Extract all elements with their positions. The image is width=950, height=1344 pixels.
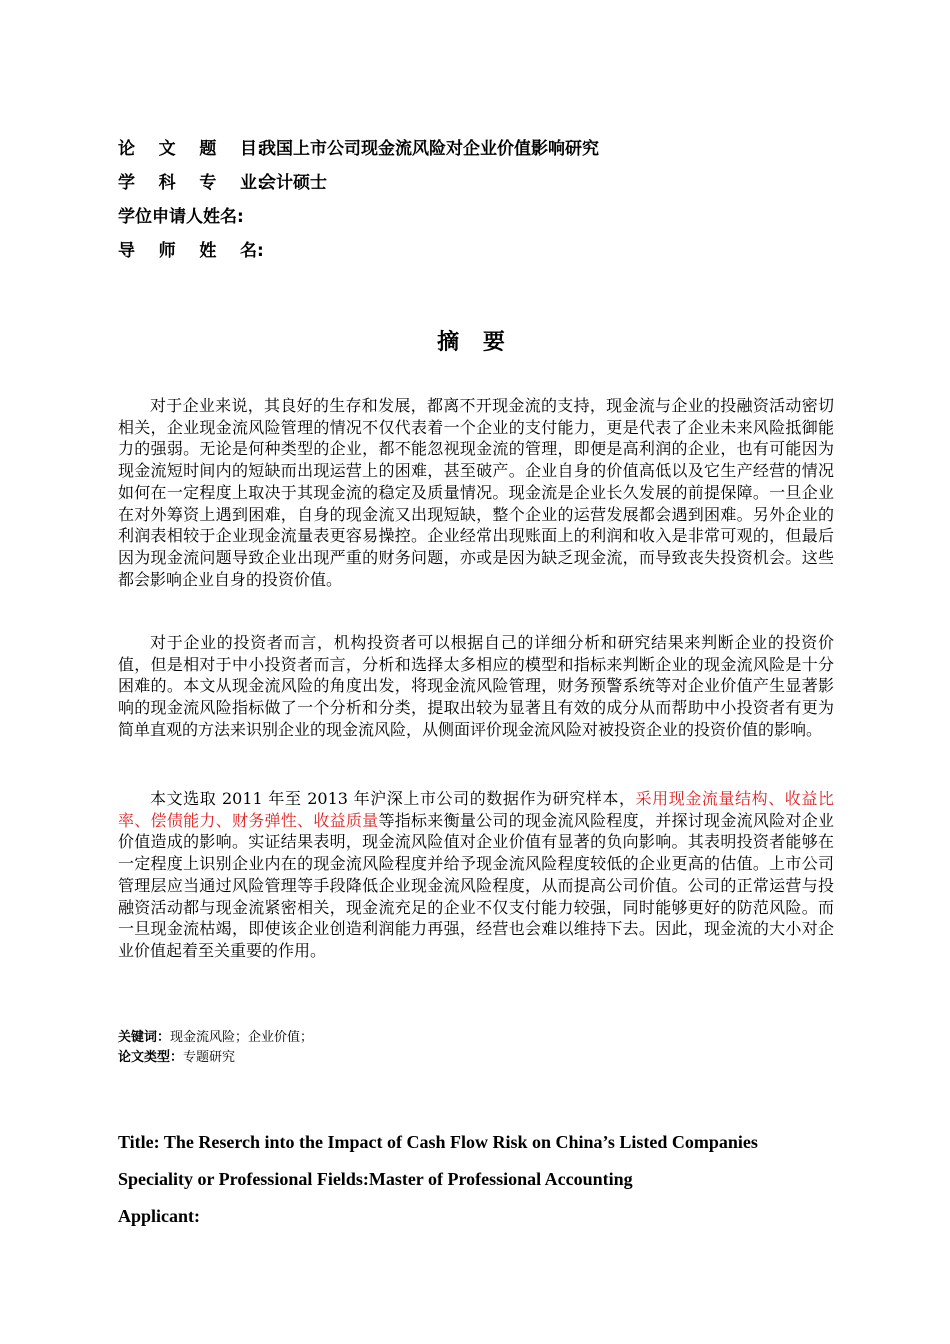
english-applicant-row [118, 1202, 758, 1239]
major-label: 学 科 专 业: [118, 173, 264, 193]
applicant-row [118, 205, 599, 239]
thesis-title-value: 我国上市公司现金流风险对企业价值影响研究 [259, 139, 599, 159]
english-speciality-row [118, 1165, 758, 1202]
paper-type-label: 论文类型： [118, 1050, 184, 1065]
keywords-value: 现金流风险；企业价值； [170, 1030, 314, 1045]
thesis-title-label: 论 文 题 目: [118, 139, 264, 159]
major-value: 会计硕士 [259, 173, 327, 193]
english-title-value: The Reserch into the Impact of Cash Flow Risk on China’s Listed Companies [159, 1132, 758, 1152]
keywords-block [118, 1028, 313, 1068]
advisor-row [118, 239, 599, 273]
english-speciality-value: Master of Professional Accounting [368, 1169, 633, 1189]
english-info [118, 1128, 758, 1239]
english-title-label: Title: [118, 1132, 160, 1152]
advisor-label: 导 师 姓 名: [118, 241, 264, 261]
paper-type-row [118, 1048, 313, 1068]
english-applicant-label: Applicant: [118, 1206, 201, 1226]
paragraph-3-body: 等指标来衡量公司的现金流风险程度，并探讨现金流风险对企业价值造成的影响。实证结果表明，现金流风险值对企业价值有显著的负向影响。其表明投资者能够在一定程度上识别企业内在的现金流风险程度并给予现金流风险程度较低的企业更高的估值。上市公司管理层应当通过风险管理等手段降低企业现金流风险程度，从而提高公司价值。公司的正常运营与投融资活动都与现金流紧密相关，现金流充足的企业不仅支付能力较强，同时能够更好的防范风险。而一旦现金流枯竭，即使该企业创造利润能力再强，经营也会难以维持下去。因此，现金流的大小对企业价值起着至关重要的作用。 [118, 810, 834, 960]
thesis-info [118, 137, 599, 273]
major-row [118, 171, 599, 205]
paper-type-value: 专题研究 [183, 1050, 236, 1065]
highlighted-indicators: 采用现金流量结构、收益比率、偿债能力、财务弹性、收益质量 [118, 789, 834, 830]
abstract-heading: 摘 要 [437, 330, 513, 355]
english-speciality-label: Speciality or Professional Fields: [118, 1169, 369, 1189]
keywords-label: 关键词： [118, 1030, 171, 1045]
abstract-paragraph-1: 对于企业来说，其良好的生存和发展，都离不开现金流的支持，现金流与企业的投融资活动密切相关，企业现金流风险管理的情况不仅代表着一个企业的支付能力，更是代表了企业未来风险抵御能力的强弱。无论是何种类型的企业，都不能忽视现金流的管理，即便是高利润的企业，也有可能因为现金流短时间内的短缺而出现运营上的困难，甚至破产。企业自身的价值高低以及它生产经营的情况如何在一定程度上取决于其现金流的稳定及质量情况。现金流是企业长久发展的前提保障。一旦企业在对外筹资上遇到困难，自身的现金流又出现短缺，整个企业的运营发展都会遇到困难。另外企业的利润表相较于企业现金流量表更容易操控。企业经常出现账面上的利润和收入是非常可观的，但最后因为现金流问题导致企业出现严重的财务问题，亦或是因为缺乏现金流，而导致丧失投资机会。这些都会影响企业自身的投资价值。 [118, 396, 834, 589]
english-title-row [118, 1128, 758, 1165]
applicant-label: 学位申请人姓名: [118, 207, 244, 227]
thesis-title-row [118, 137, 599, 171]
keywords-row [118, 1028, 313, 1048]
abstract-paragraph-2: 对于企业的投资者而言，机构投资者可以根据自己的详细分析和研究结果来判断企业的投资价值，但是相对于中小投资者而言，分析和选择太多相应的模型和指标来判断企业的现金流风险是十分困难的。本文从现金流风险的角度出发，将现金流风险管理，财务预警系统等对企业价值产生显著影响的现金流风险指标做了一个分析和分类，提取出较为显著且有效的成分从而帮助中小投资者有更为简单直观的方法来识别企业的现金流风险，从侧面评价现金流风险对被投资企业的投资价值的影响。 [118, 633, 834, 739]
paragraph-3-intro: 本文选取 2011 年至 2013 年沪深上市公司的数据作为研究样本， [150, 789, 636, 808]
abstract-paragraph-3 [118, 788, 834, 962]
